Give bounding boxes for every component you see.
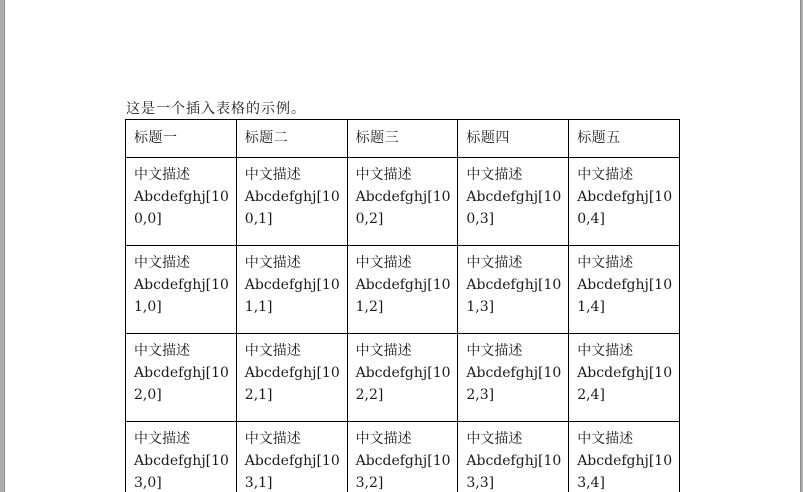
cell-text: 中文描述 (466, 343, 523, 359)
cell-code: Abcdefghj[102,2] (355, 365, 451, 403)
cell-code: Abcdefghj[101,2] (355, 277, 451, 315)
cell-text: 中文描述 (466, 255, 523, 271)
cell-text: 中文描述 (466, 167, 523, 183)
cell-code: Abcdefghj[101,3] (466, 277, 562, 315)
cell-code: Abcdefghj[103,4] (577, 453, 673, 491)
table-cell (236, 422, 347, 492)
cell-text: 中文描述 (577, 431, 634, 447)
column-header-1: 标题一 (126, 120, 237, 158)
table-cell (458, 158, 569, 246)
table-cell (126, 422, 237, 492)
table-cell (458, 334, 569, 422)
cell-text: 中文描述 (355, 431, 412, 447)
cell-code: Abcdefghj[103,3] (466, 453, 562, 491)
cell-text: 中文描述 (244, 255, 301, 271)
cell-code: Abcdefghj[100,4] (577, 189, 673, 227)
cell-text: 中文描述 (355, 255, 412, 271)
table-cell (126, 158, 237, 246)
cell-text: 中文描述 (355, 343, 412, 359)
table-cell (569, 246, 680, 334)
table-row (126, 158, 680, 246)
cell-code: Abcdefghj[102,1] (244, 365, 340, 403)
column-header-3: 标题三 (347, 120, 458, 158)
cell-text: 中文描述 (577, 167, 634, 183)
table-cell (347, 246, 458, 334)
cell-text: 中文描述 (134, 167, 190, 183)
cell-code: Abcdefghj[102,4] (577, 365, 673, 403)
cell-code: Abcdefghj[100,1] (244, 189, 340, 227)
table-cell (569, 158, 680, 246)
document-page (4, 0, 801, 492)
cell-text: 中文描述 (577, 255, 634, 271)
cell-code: Abcdefghj[100,2] (355, 189, 451, 227)
cell-text: 中文描述 (355, 167, 412, 183)
cell-code: Abcdefghj[100,0] (134, 189, 229, 227)
table-row (126, 334, 680, 422)
table-cell (458, 246, 569, 334)
table-cell (347, 334, 458, 422)
cell-code: Abcdefghj[103,2] (355, 453, 451, 491)
column-header-2: 标题二 (236, 120, 347, 158)
table-header-row (126, 120, 680, 158)
table-cell (569, 422, 680, 492)
cell-text: 中文描述 (134, 343, 190, 359)
cell-text: 中文描述 (244, 167, 301, 183)
cell-code: Abcdefghj[101,0] (134, 277, 229, 315)
data-table (125, 119, 680, 492)
table-cell (236, 158, 347, 246)
cell-text: 中文描述 (134, 431, 190, 447)
cell-code: Abcdefghj[102,3] (466, 365, 562, 403)
table-cell (126, 246, 237, 334)
table-row (126, 422, 680, 492)
column-header-5: 标题五 (569, 120, 680, 158)
cell-code: Abcdefghj[100,3] (466, 189, 562, 227)
table-cell (569, 334, 680, 422)
table-cell (126, 334, 237, 422)
cell-code: Abcdefghj[103,1] (244, 453, 340, 491)
table-cell (458, 422, 569, 492)
table-cell (236, 246, 347, 334)
table-caption: 这是一个插入表格的示例。 (126, 101, 306, 117)
cell-text: 中文描述 (466, 431, 523, 447)
cell-text: 中文描述 (577, 343, 634, 359)
table-cell (347, 158, 458, 246)
cell-text: 中文描述 (134, 255, 190, 271)
table-row (126, 246, 680, 334)
table-cell (236, 334, 347, 422)
cell-text: 中文描述 (244, 431, 301, 447)
column-header-4: 标题四 (458, 120, 569, 158)
cell-code: Abcdefghj[101,4] (577, 277, 673, 315)
cell-code: Abcdefghj[102,0] (134, 365, 229, 403)
cell-code: Abcdefghj[103,0] (134, 453, 229, 491)
cell-code: Abcdefghj[101,1] (244, 277, 340, 315)
cell-text: 中文描述 (244, 343, 301, 359)
table-cell (347, 422, 458, 492)
